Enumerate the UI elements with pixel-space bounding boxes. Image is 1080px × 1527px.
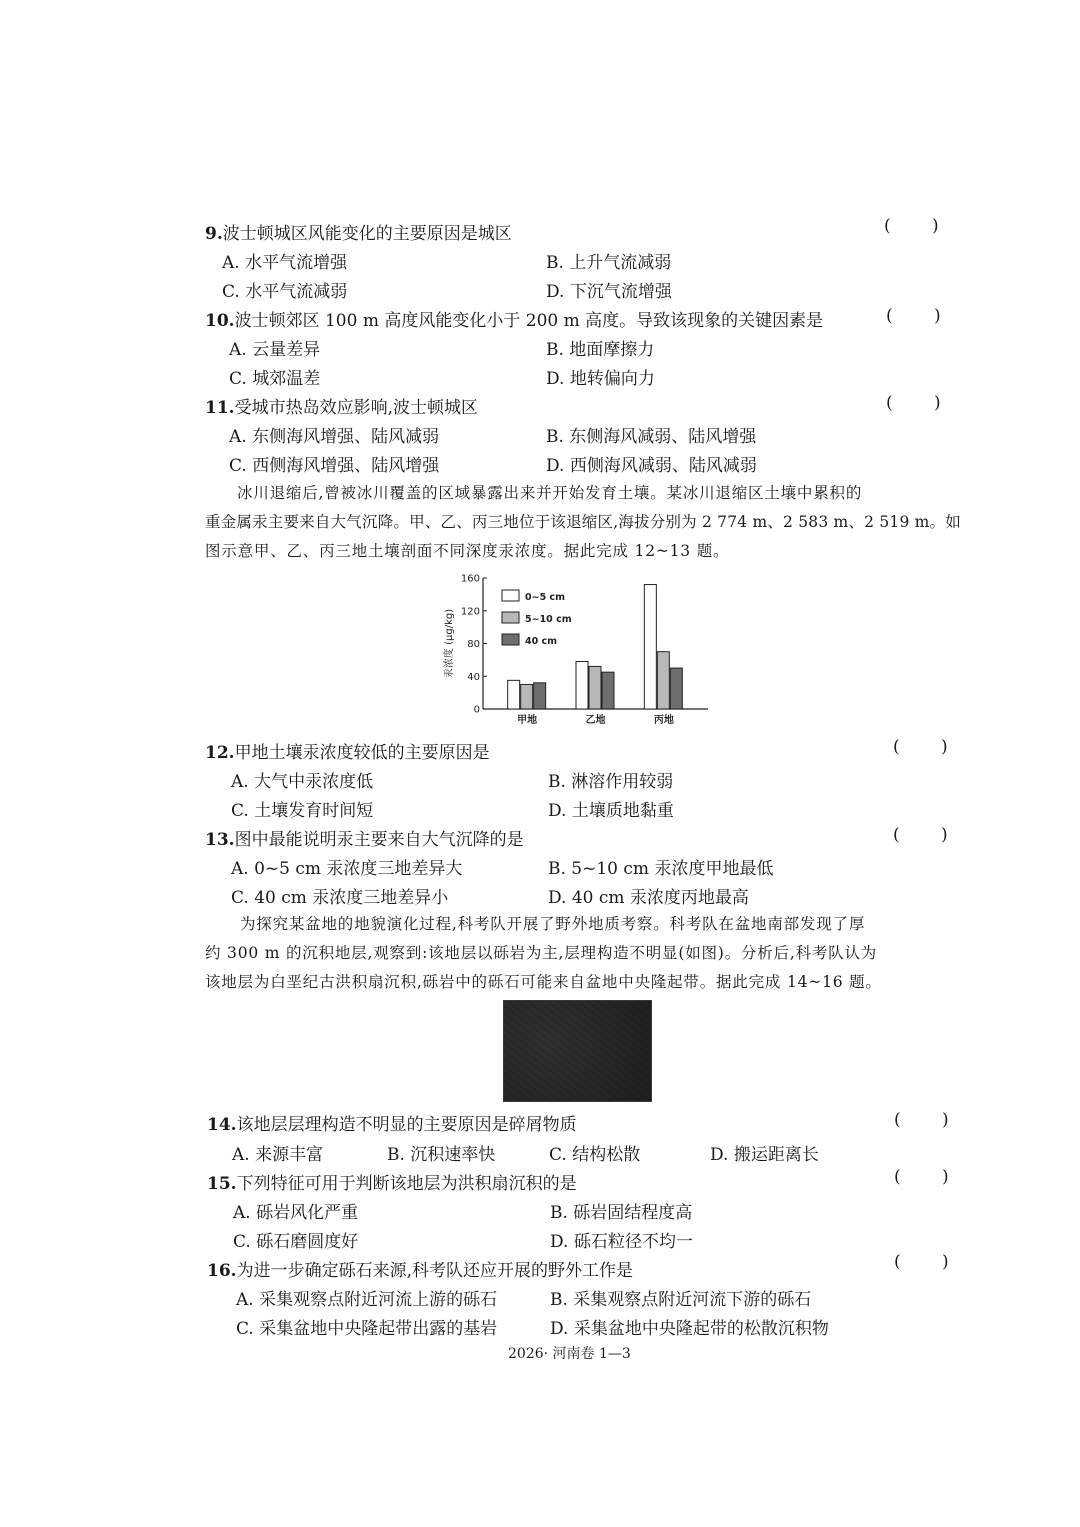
question-text: 为进一步确定砾石来源,科考队还应开展的野外工作是 bbox=[236, 1261, 633, 1281]
option-a: A. 东侧海风增强、陆风减弱 bbox=[229, 427, 440, 447]
passage-line: 重金属汞主要来自大气沉降。甲、乙、丙三地位于该退缩区,海拔分别为 2 774 m、2 583 m、2 519 m。如 bbox=[205, 513, 961, 531]
y-tick-label: 80 bbox=[467, 639, 480, 650]
option-d: D. 下沉气流增强 bbox=[546, 282, 672, 302]
bar bbox=[508, 680, 520, 709]
conglomerate-photo bbox=[503, 1000, 652, 1102]
question-text: 图中最能说明汞主要来自大气沉降的是 bbox=[234, 830, 524, 850]
y-tick-label: 40 bbox=[467, 671, 480, 683]
question-text: 受城市热岛效应影响,波士顿城区 bbox=[234, 398, 478, 418]
question-9-stem bbox=[205, 219, 512, 244]
passage-line: 冰川退缩后,曾被冰川覆盖的区域暴露出来并开始发育土壤。某冰川退缩区土壤中累积的 bbox=[237, 484, 863, 502]
question-number: 14. bbox=[207, 1115, 237, 1135]
option-a: A. 来源丰富 bbox=[232, 1145, 324, 1165]
option-a: A. 0~5 cm 汞浓度三地差异大 bbox=[231, 859, 463, 879]
legend-label: 40 cm bbox=[525, 636, 558, 647]
option-b: B. 东侧海风减弱、陆风增强 bbox=[546, 427, 757, 447]
option-b: B. 砾岩固结程度高 bbox=[550, 1203, 693, 1223]
x-tick-label: 丙地 bbox=[653, 715, 674, 726]
passage-line: 该地层为白垩纪古洪积扇沉积,砾岩中的砾石可能来自盆地中央隆起带。据此完成 14~16 题。 bbox=[205, 973, 882, 991]
question-number: 16. bbox=[207, 1261, 237, 1281]
answer-parentheses: ( ) bbox=[894, 1167, 967, 1187]
option-d: D. 地转偏向力 bbox=[546, 369, 655, 389]
legend-swatch bbox=[502, 590, 519, 601]
bar bbox=[602, 672, 614, 709]
bar bbox=[534, 683, 546, 709]
bar bbox=[589, 666, 601, 709]
option-c: C. 砾石磨圆度好 bbox=[233, 1232, 359, 1252]
question-number: 10. bbox=[205, 311, 235, 331]
option-d: D. 土壤质地黏重 bbox=[548, 801, 674, 821]
legend-label: 0~5 cm bbox=[525, 592, 566, 603]
passage-line: 图示意甲、乙、丙三地土壤剖面不同深度汞浓度。据此完成 12~13 题。 bbox=[205, 542, 730, 560]
y-tick-label: 160 bbox=[460, 573, 480, 585]
option-d: D. 砾石粒径不均一 bbox=[550, 1232, 693, 1252]
question-10-stem bbox=[205, 306, 823, 331]
option-d: D. 采集盆地中央隆起带的松散沉积物 bbox=[550, 1319, 829, 1339]
option-a: A. 水平气流增强 bbox=[222, 253, 348, 273]
passage-line: 为探究某盆地的地貌演化过程,科考队开展了野外地质考察。科考队在盆地南部发现了厚 bbox=[240, 915, 866, 933]
option-b: B. 上升气流减弱 bbox=[546, 253, 672, 273]
passage-line: 约 300 m 的沉积地层,观察到:该地层以砾岩为主,层理构造不明显(如图)。分析后,科考队认为 bbox=[205, 944, 878, 962]
question-12-stem bbox=[205, 738, 490, 763]
question-text: 波士顿城区风能变化的主要原因是城区 bbox=[222, 224, 512, 244]
question-number: 13. bbox=[205, 830, 235, 850]
option-d: D. 搬运距离长 bbox=[710, 1145, 819, 1165]
option-c: C. 城郊温差 bbox=[229, 369, 321, 389]
legend-label: 5~10 cm bbox=[525, 614, 572, 625]
option-b: B. 采集观察点附近河流下游的砾石 bbox=[550, 1290, 812, 1310]
option-b: B. 5~10 cm 汞浓度甲地最低 bbox=[548, 859, 774, 879]
option-c: C. 土壤发育时间短 bbox=[231, 801, 374, 821]
question-number: 12. bbox=[205, 743, 235, 763]
bar bbox=[576, 662, 588, 709]
question-text: 甲地土壤汞浓度较低的主要原因是 bbox=[234, 743, 490, 763]
option-b: B. 淋溶作用较弱 bbox=[548, 772, 674, 792]
chart-svg bbox=[436, 568, 716, 733]
x-tick-label: 甲地 bbox=[517, 715, 538, 726]
y-tick-label: 0 bbox=[473, 704, 480, 716]
y-tick-label: 120 bbox=[460, 606, 480, 618]
answer-parentheses: ( ) bbox=[886, 393, 959, 413]
question-text: 波士顿郊区 100 m 高度风能变化小于 200 m 高度。导致该现象的关键因素是 bbox=[234, 311, 824, 331]
answer-parentheses: ( ) bbox=[884, 216, 957, 236]
page-footer: 2026· 河南卷 1—3 bbox=[508, 1346, 631, 1362]
legend-swatch bbox=[502, 634, 519, 645]
mercury-concentration-chart bbox=[436, 568, 716, 733]
question-number: 15. bbox=[207, 1174, 237, 1194]
option-c: C. 水平气流减弱 bbox=[222, 282, 348, 302]
question-text: 下列特征可用于判断该地层为洪积扇沉积的是 bbox=[236, 1174, 577, 1194]
option-a: A. 大气中汞浓度低 bbox=[231, 772, 374, 792]
option-a: A. 砾岩风化严重 bbox=[233, 1203, 359, 1223]
y-axis-label: 汞浓度 (μg/kg) bbox=[444, 608, 455, 679]
option-a: A. 云量差异 bbox=[229, 340, 321, 360]
question-14-stem bbox=[207, 1110, 577, 1135]
answer-parentheses: ( ) bbox=[886, 306, 959, 326]
bar bbox=[670, 668, 682, 709]
option-a: A. 采集观察点附近河流上游的砾石 bbox=[236, 1290, 498, 1310]
answer-parentheses: ( ) bbox=[894, 1110, 967, 1130]
question-13-stem bbox=[205, 825, 524, 850]
question-15-stem bbox=[207, 1169, 577, 1194]
option-b: B. 沉积速率快 bbox=[387, 1145, 496, 1165]
option-b: B. 地面摩擦力 bbox=[546, 340, 655, 360]
question-number: 11. bbox=[205, 398, 235, 418]
question-text: 该地层层理构造不明显的主要原因是碎屑物质 bbox=[236, 1115, 577, 1135]
bar bbox=[657, 652, 669, 709]
bar bbox=[521, 684, 533, 709]
option-c: C. 西侧海风增强、陆风增强 bbox=[229, 456, 440, 476]
question-number: 9. bbox=[205, 224, 223, 244]
answer-parentheses: ( ) bbox=[893, 825, 966, 845]
answer-parentheses: ( ) bbox=[893, 737, 966, 757]
x-tick-label: 乙地 bbox=[585, 715, 606, 726]
option-c: C. 采集盆地中央隆起带出露的基岩 bbox=[236, 1319, 498, 1339]
option-d: D. 西侧海风减弱、陆风减弱 bbox=[546, 456, 757, 476]
answer-parentheses: ( ) bbox=[894, 1252, 967, 1272]
bar bbox=[644, 585, 656, 709]
option-c: C. 40 cm 汞浓度三地差异小 bbox=[231, 888, 449, 908]
question-16-stem bbox=[207, 1256, 633, 1281]
legend-swatch bbox=[502, 612, 519, 623]
question-11-stem bbox=[205, 393, 478, 418]
option-d: D. 40 cm 汞浓度丙地最高 bbox=[548, 888, 749, 908]
option-c: C. 结构松散 bbox=[549, 1145, 641, 1165]
